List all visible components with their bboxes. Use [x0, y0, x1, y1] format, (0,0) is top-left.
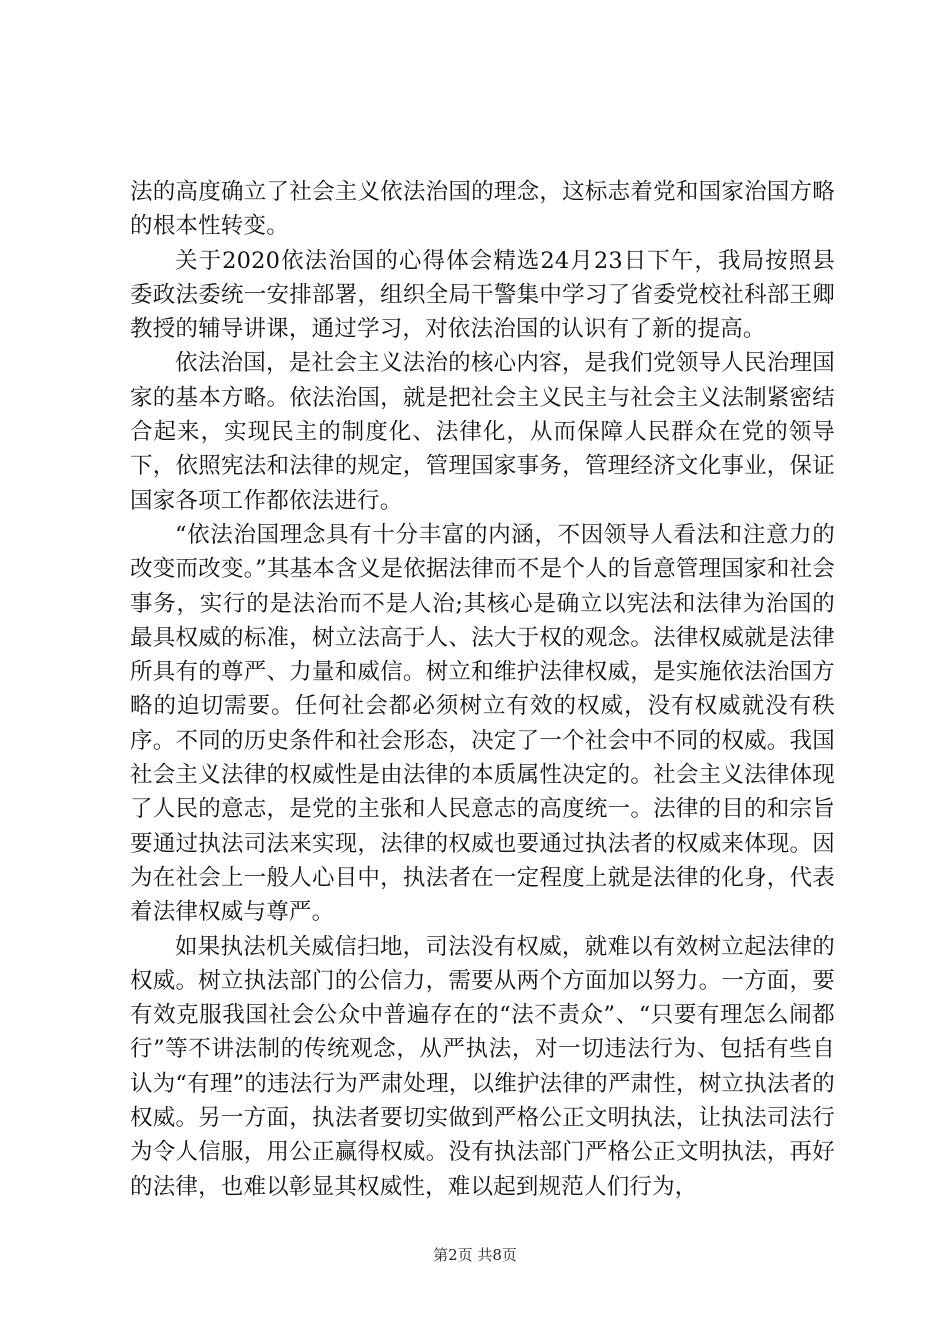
paragraph-5: 如果执法机关威信扫地，司法没有权威，就难以有效树立起法律的权威。树立执法部门的公信力，需要从两个方面加以努力。一方面，要有效克服我国社会公众中普遍存在的“法不责众”、“只要有理怎么闹都行”等不讲法制的传统观念，从严执法，对一切违法行为、包括有些自认为“有理”的违法行为严肃处理，以维护法律的严肃性，树立执法者的权威。另一方面，执法者要切实做到严格公正文明执法，让执法司法行为令人信服，用公正赢得权威。没有执法部门严格公正文明执法，再好的法律，也难以彰显其权威性，难以起到规范人们行为，	[130, 933, 835, 1200]
paragraph-4: “依法治国理念具有十分丰富的内涵，不因领导人看法和注意力的改变而改变。”其基本含义是依据法律而不是个人的旨意管理国家和社会事务，实行的是法治而不是人治;其核心是确立以宪法和法律为治国的最具权威的标准，树立法高于人、法大于权的观念。法律权威就是法律所具有的尊严、力量和威信。树立和维护法律权威，是实施依法治国方略的迫切需要。任何社会都必须树立有效的权威，没有权威就没有秩序。不同的历史条件和社会形态，决定了一个社会中不同的权威。我国社会主义法律的权威性是由法律的本质属性决定的。社会主义法律体现了人民的意志，是党的主张和人民意志的高度统一。法律的目的和宗旨要通过执法司法来实现，法律的权威也要通过执法者的权威来体现。因为在社会上一般人心目中，执法者在一定程度上就是法律的化身，代表着法律权威与尊严。	[130, 521, 835, 926]
document-body	[130, 175, 835, 1204]
paragraph-1: 法的高度确立了社会主义依法治国的理念，这标志着党和国家治国方略的根本性转变。	[130, 179, 835, 240]
paragraph-3: 依法治国，是社会主义法治的核心内容，是我们党领导人民治理国家的基本方略。依法治国，就是把社会主义民主与社会主义法制紧密结合起来，实现民主的制度化、法律化，从而保障人民群众在党的领导下，依照宪法和法律的规定，管理国家事务，管理经济文化事业，保证国家各项工作都依法进行。	[130, 350, 835, 514]
page-number-footer: 第2页 共8页	[433, 1246, 517, 1264]
paragraph-2: 关于2020依法治国的心得体会精选24月23日下午，我局按照县委政法委统一安排部署，组织全局干警集中学习了省委党校社科部王卿教授的辅导讲课，通过学习，对依法治国的认识有了新的提高。	[130, 247, 835, 343]
